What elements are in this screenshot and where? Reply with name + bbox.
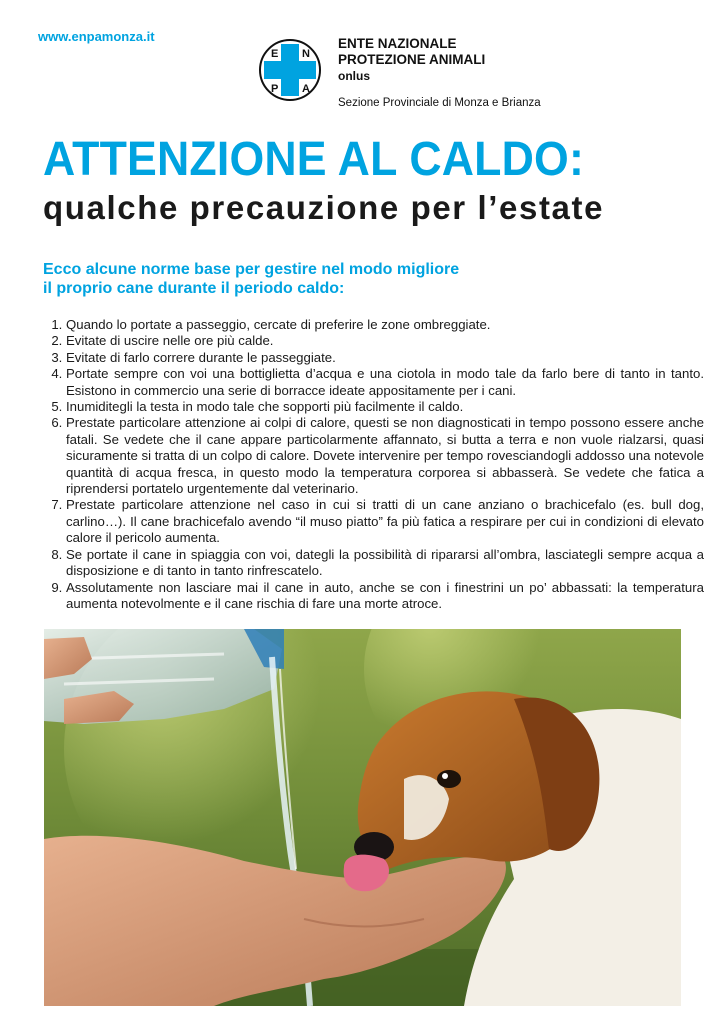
org-line-2: PROTEZIONE ANIMALI <box>338 52 486 67</box>
rules-list <box>43 317 704 612</box>
page-subtitle: qualche precauzione per l’estate <box>43 189 605 226</box>
rule-item-7: 7. Prestate particolare attenzione nel caso in cui si tratti di un cane anziano o brachicefalo (es. bull dog, carlino…). Il cane brachicefalo avendo “il muso piatto” fa più fatica a respirare per cui in condizioni di elevato calore il pericolo aumenta. <box>66 497 704 546</box>
rule-item-5: 5. Inumiditegli la testa in modo tale che sopporti più facilmente il caldo. <box>66 399 704 415</box>
intro-text <box>43 260 663 298</box>
org-line-3: onlus <box>338 69 370 83</box>
website-link[interactable]: www.enpamonza.it <box>38 29 155 44</box>
rule-item-1: 1. Quando lo portate a passeggio, cercate di preferire le zone ombreggiate. <box>66 317 704 333</box>
enpa-logo-icon <box>258 38 322 102</box>
intro-line-1: Ecco alcune norme base per gestire nel modo migliore <box>43 261 460 278</box>
logo-letter-e: E <box>271 48 279 60</box>
rule-item-4: 4. Portate sempre con voi una bottiglietta d’acqua e una ciotola in modo tale da farlo bere di tanto in tanto. Esistono in commercio una serie di borracce ideate appositamente per i cani. <box>66 366 704 399</box>
rule-item-3: 3. Evitate di farlo correre durante le passeggiate. <box>66 350 704 366</box>
rule-item-2: 2. Evitate di uscire nelle ore più calde. <box>66 333 704 349</box>
page-title: ATTENZIONE AL CALDO: <box>43 133 585 186</box>
logo-letter-n: N <box>302 48 310 60</box>
dog-drinking-photo <box>44 629 681 1006</box>
rule-item-9: 9. Assolutamente non lasciare mai il cane in auto, anche se con i finestrini un po’ abbassati: la temperatura aumenta notevolmente e il cane rischia di fare una morte atroce. <box>66 580 704 613</box>
logo-letter-a: A <box>302 83 310 95</box>
photo-illustration <box>44 629 681 1006</box>
rule-item-8: 8. Se portate il cane in spiaggia con voi, dategli la possibilità di ripararsi all’ombra, lasciategli sempre acqua a disposizione e di tanto in tanto rinfrescatelo. <box>66 547 704 580</box>
intro-line-2: il proprio cane durante il periodo caldo: <box>43 280 345 297</box>
rule-item-6: 6. Prestate particolare attenzione ai colpi di calore, questi se non diagnosticati in tempo possono essere anche fatali. Se vedete che il cane appare particolarmente affannato, si butta a terra e non vuole rialzarsi, quasi sicuramente si tratta di un colpo di calore. Dovete intervenire per tempo rovesciandogli addosso una notevole quantità di acqua fresca, in questo modo la temperatura corporea si abbasserà. Se vedete che fatica a riprendersi portatelo urgentemente dal veterinario. <box>66 415 704 497</box>
logo-letter-p: P <box>271 83 279 95</box>
org-line-1: ENTE NAZIONALE <box>338 36 457 51</box>
organization-name <box>338 36 485 84</box>
section-name: Sezione Provinciale di Monza e Brianza <box>338 97 541 109</box>
